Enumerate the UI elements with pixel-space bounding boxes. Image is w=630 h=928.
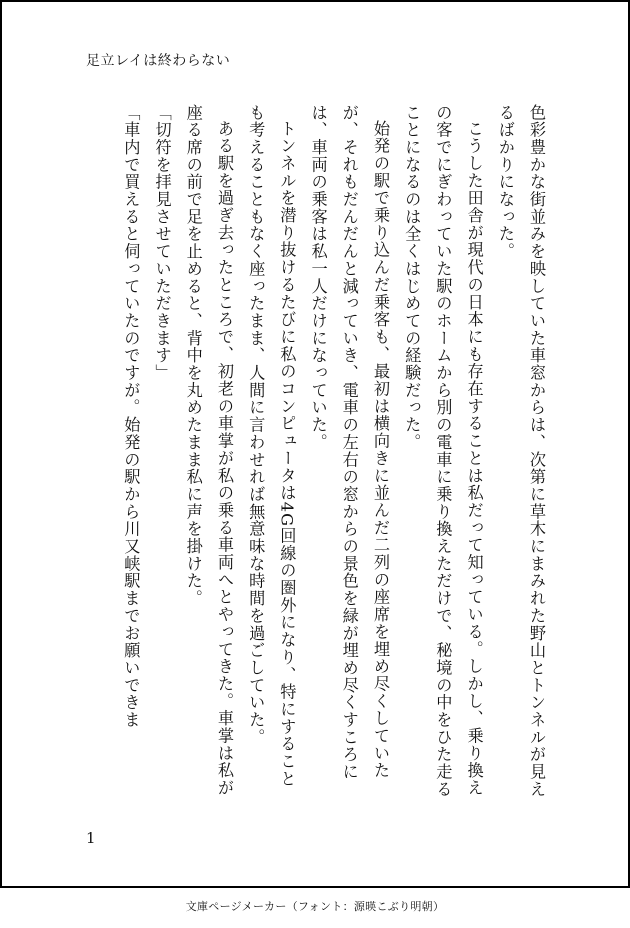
paragraph: トンネルを潜り抜けるたびに私のコンピュータは4G回線の圏外になり、特にすることも考えることもなく座ったまま、人間に言わせれば無意味な時間を過ごしていた。 bbox=[246, 104, 297, 788]
paragraph: こうした田舎が現代の日本にも存在することは私だって知っている。しかし、乗り換えの客でにぎわっていた駅のホームから別の電車に乗り換えただけで、秘境の中をひた走ることになるのは全くはじめての経験だった。 bbox=[402, 104, 484, 798]
footer-credit: 文庫ページメーカー（フォント：源暎こぶり明朝） bbox=[185, 900, 445, 913]
running-head-title: 足立レイは終わらない bbox=[86, 53, 231, 69]
dialogue-line: 「車内で買えると伺っていたのですが。始発の駅から川又峡駅までお願いできま bbox=[121, 104, 141, 729]
page-number: 1 bbox=[86, 829, 96, 847]
paragraph: 始発の駅で乗り込んだ乗客も、最初は横向きに並んだ二列の座席を埋め尽くしていたが、それもだんだんと減っていき、電車の左右の窓からの景色を緑が埋め尽くすころには、車両の乗客は私一人だけになっていた。 bbox=[308, 104, 390, 781]
paragraph: ある駅を過ぎ去ったところで、初老の車掌が私の乗る車両へとやってきた。車掌は私が座る席の前で足を止めると、背中を丸めたまま私に声を掛けた。 bbox=[183, 104, 234, 797]
dialogue-line: 「切符を拝見させていただきます」 bbox=[152, 104, 172, 382]
paragraph: 色彩豊かな街並みを映していた車窓からは、次第に草木にまみれた野山とトンネルが見えるばかりになった。 bbox=[495, 104, 546, 798]
vertical-body-text bbox=[115, 104, 552, 804]
